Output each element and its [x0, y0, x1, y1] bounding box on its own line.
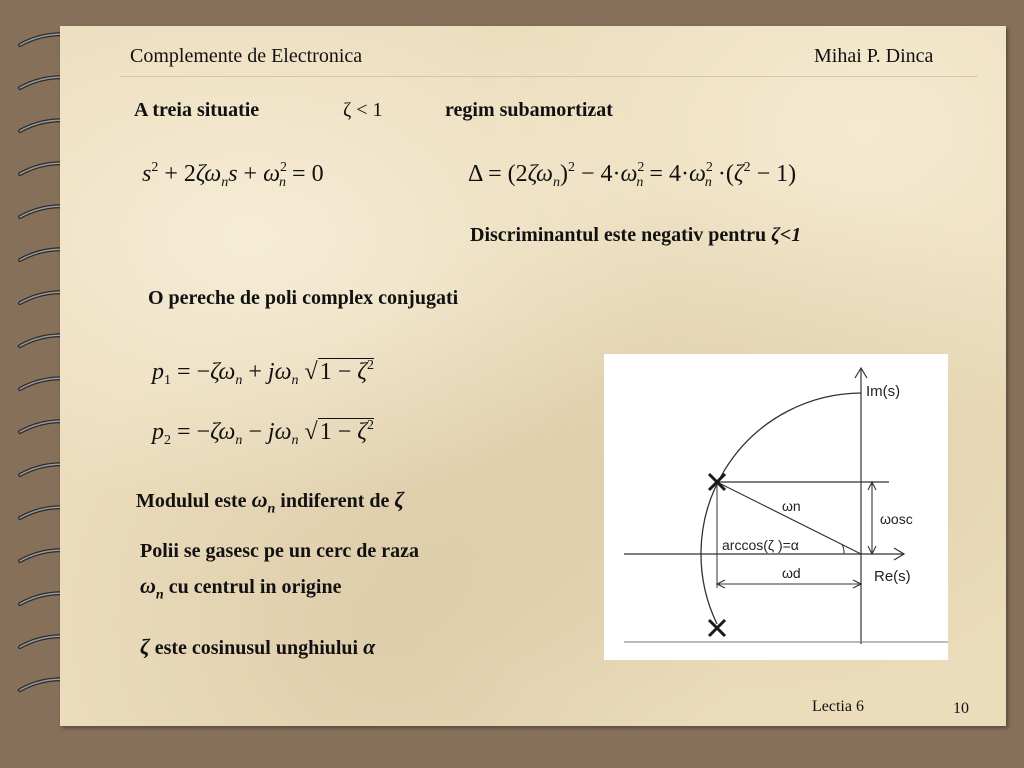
omega-d-label: ωd — [782, 565, 801, 581]
modulus-statement: Modulul este $\omega_n$ indiferent de ζ — [136, 487, 405, 517]
pole-p1-equation: $p_1 = -\zeta\omega_n + j\omega_n$ $√1 - \zeta^2$ — [152, 358, 374, 388]
cosine-text: este cosinusul unghiului — [154, 637, 359, 659]
slide-heading: A treia situatie — [134, 99, 260, 121]
damping-condition: ζ < 1 — [343, 99, 383, 121]
omega-osc-label: ωosc — [880, 511, 913, 527]
modulus-prefix: Modulul este — [136, 490, 247, 512]
lesson-label: Lectia 6 — [812, 698, 864, 715]
circle-line2-text: cu centrul in origine — [168, 576, 342, 598]
pole-lower-icon — [709, 620, 725, 636]
re-axis-label: Re(s) — [874, 568, 911, 585]
omega-n-label: ωn — [782, 498, 801, 514]
radius-circle-arc — [701, 393, 861, 624]
circle-statement-line1: Polii se gasesc pe un cerc de raza — [140, 540, 420, 562]
page-number: 10 — [953, 700, 969, 717]
circle-statement-line2: $\omega_n$ cu centrul in origine — [140, 573, 342, 603]
characteristic-equation: $s^2 + 2\zeta\omega_ns + \omega^2_n = 0$ — [142, 160, 324, 190]
discriminant-equation: $\Delta = (2\zeta\omega_n)^2 - 4\cdot\omega^2_n = 4\cdot\omega^2_n \cdot(\zeta^2 - 1)$ — [468, 160, 797, 190]
header-divider — [120, 76, 978, 77]
modulus-middle: indiferent de — [280, 490, 390, 512]
cosine-statement: ζ este cosinusul unghiului α — [140, 634, 376, 659]
im-axis-label: Im(s) — [866, 383, 901, 400]
pole-diagram-svg — [604, 354, 948, 660]
discriminant-note — [470, 224, 801, 247]
discriminant-note-text: Discriminantul este negativ pentru — [470, 224, 767, 246]
regime-label: regim subamortizat — [445, 99, 613, 121]
pole-p2-equation: $p_2 = -\zeta\omega_n - j\omega_n$ $√1 - \zeta^2$ — [152, 418, 374, 448]
pole-diagram — [604, 354, 948, 660]
poles-heading: O pereche de poli complex conjugati — [148, 287, 459, 309]
arccos-label: arccos(ζ )=α — [722, 537, 799, 553]
author-name: Mihai P. Dinca — [814, 45, 934, 67]
discriminant-note-condition: ζ<1 — [771, 224, 802, 246]
course-title: Complemente de Electronica — [130, 45, 363, 67]
